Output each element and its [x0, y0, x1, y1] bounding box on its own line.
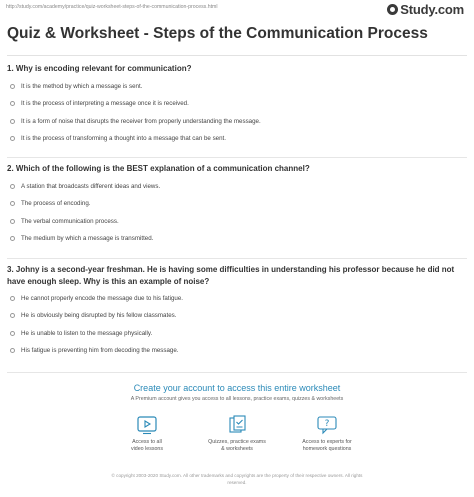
option-label: It is the process of interpreting a message once it is received. — [21, 100, 189, 108]
radio-icon[interactable] — [10, 84, 15, 89]
question-2-option-c[interactable] — [7, 215, 469, 228]
question-1-option-a[interactable] — [7, 80, 469, 93]
radio-icon[interactable] — [10, 136, 15, 141]
study-logo[interactable] — [387, 2, 464, 16]
quiz-papers-icon — [225, 415, 249, 435]
option-label: A station that broadcasts different ideas and views. — [21, 182, 161, 190]
question-3 — [7, 264, 469, 362]
question-1-option-b[interactable] — [7, 98, 469, 111]
copyright-footer: © copyright 2003-2020 Study.com. All other trademarks and copyrights are the property of their respective owners. All rights reserved. — [111, 473, 363, 485]
feature-video-lessons — [102, 415, 192, 453]
emphasis-best: BEST — [126, 164, 148, 173]
question-3-option-b[interactable] — [7, 310, 469, 323]
radio-icon[interactable] — [10, 236, 15, 241]
question-2-option-a[interactable] — [7, 180, 469, 193]
option-label: The verbal communication process. — [21, 217, 119, 225]
option-label: He cannot properly encode the message due to his fatigue. — [21, 294, 184, 302]
cta-subtitle: A Premium account gives you access to all lessons, practice exams, quizzes & worksheets — [130, 396, 344, 402]
radio-icon[interactable] — [10, 119, 15, 124]
question-1-option-d[interactable] — [7, 133, 469, 146]
logo-text: Study.com — [400, 1, 464, 17]
question-3-text: 3. Johny is a second-year freshman. He is having some difficulties in understanding his professor because he did not have enough sleep. Why is this an example of noise? — [7, 265, 455, 286]
option-label: He is unable to listen to the message physically. — [21, 329, 153, 337]
page-url[interactable]: http://study.com/academy/practice/quiz-worksheet-steps-of-the-communication-process.html — [6, 4, 218, 10]
question-3-option-c[interactable] — [7, 327, 469, 340]
feature-label: Access to all video lessons — [130, 439, 164, 452]
option-label: The process of encoding. — [21, 200, 91, 208]
radio-icon[interactable] — [10, 313, 15, 318]
radio-icon[interactable] — [10, 219, 15, 224]
question-3-option-d[interactable] — [7, 345, 469, 358]
question-divider — [7, 157, 467, 158]
radio-icon[interactable] — [10, 296, 15, 301]
question-3-option-a[interactable] — [7, 292, 469, 305]
cta-title[interactable]: Create your account to access this entire worksheet — [133, 383, 341, 393]
feature-label: Access to experts for homework questions — [302, 439, 352, 452]
video-play-icon — [135, 415, 159, 435]
logo-icon — [387, 4, 398, 15]
top-bar — [0, 0, 474, 22]
feature-label: Quizzes, practice exams & worksheets — [208, 439, 266, 452]
question-1-text: 1. Why is encoding relevant for communication? — [7, 64, 192, 73]
title-divider — [7, 55, 467, 56]
page-title: Quiz & Worksheet - Steps of the Communication Process — [7, 25, 428, 42]
option-label: It is the process of transforming a thought into a message that can be sent. — [21, 135, 226, 143]
radio-icon[interactable] — [10, 331, 15, 336]
expert-chat-icon — [315, 415, 339, 435]
section-divider — [7, 372, 467, 373]
question-2-option-d[interactable] — [7, 233, 469, 246]
option-label: His fatigue is preventing him from decoding the message. — [21, 347, 179, 355]
question-divider — [7, 258, 467, 259]
question-1 — [7, 63, 469, 150]
svg-text:?: ? — [324, 419, 330, 429]
option-label: It is the method by which a message is sent. — [21, 82, 143, 90]
radio-icon[interactable] — [10, 101, 15, 106]
question-1-option-c[interactable] — [7, 115, 469, 128]
radio-icon[interactable] — [10, 348, 15, 353]
option-label: It is a form of noise that disrupts the receiver from properly understanding the message. — [21, 117, 261, 125]
feature-quizzes — [192, 415, 282, 453]
feature-experts — [282, 415, 372, 453]
radio-icon[interactable] — [10, 201, 15, 206]
question-2-option-b[interactable] — [7, 198, 469, 211]
option-label: The medium by which a message is transmitted. — [21, 235, 154, 243]
radio-icon[interactable] — [10, 184, 15, 189]
question-2 — [7, 163, 469, 250]
question-2-text: 2. Which of the following is the BEST explanation of a communication channel? — [7, 164, 310, 173]
option-label: He is obviously being disrupted by his fellow classmates. — [21, 312, 177, 320]
